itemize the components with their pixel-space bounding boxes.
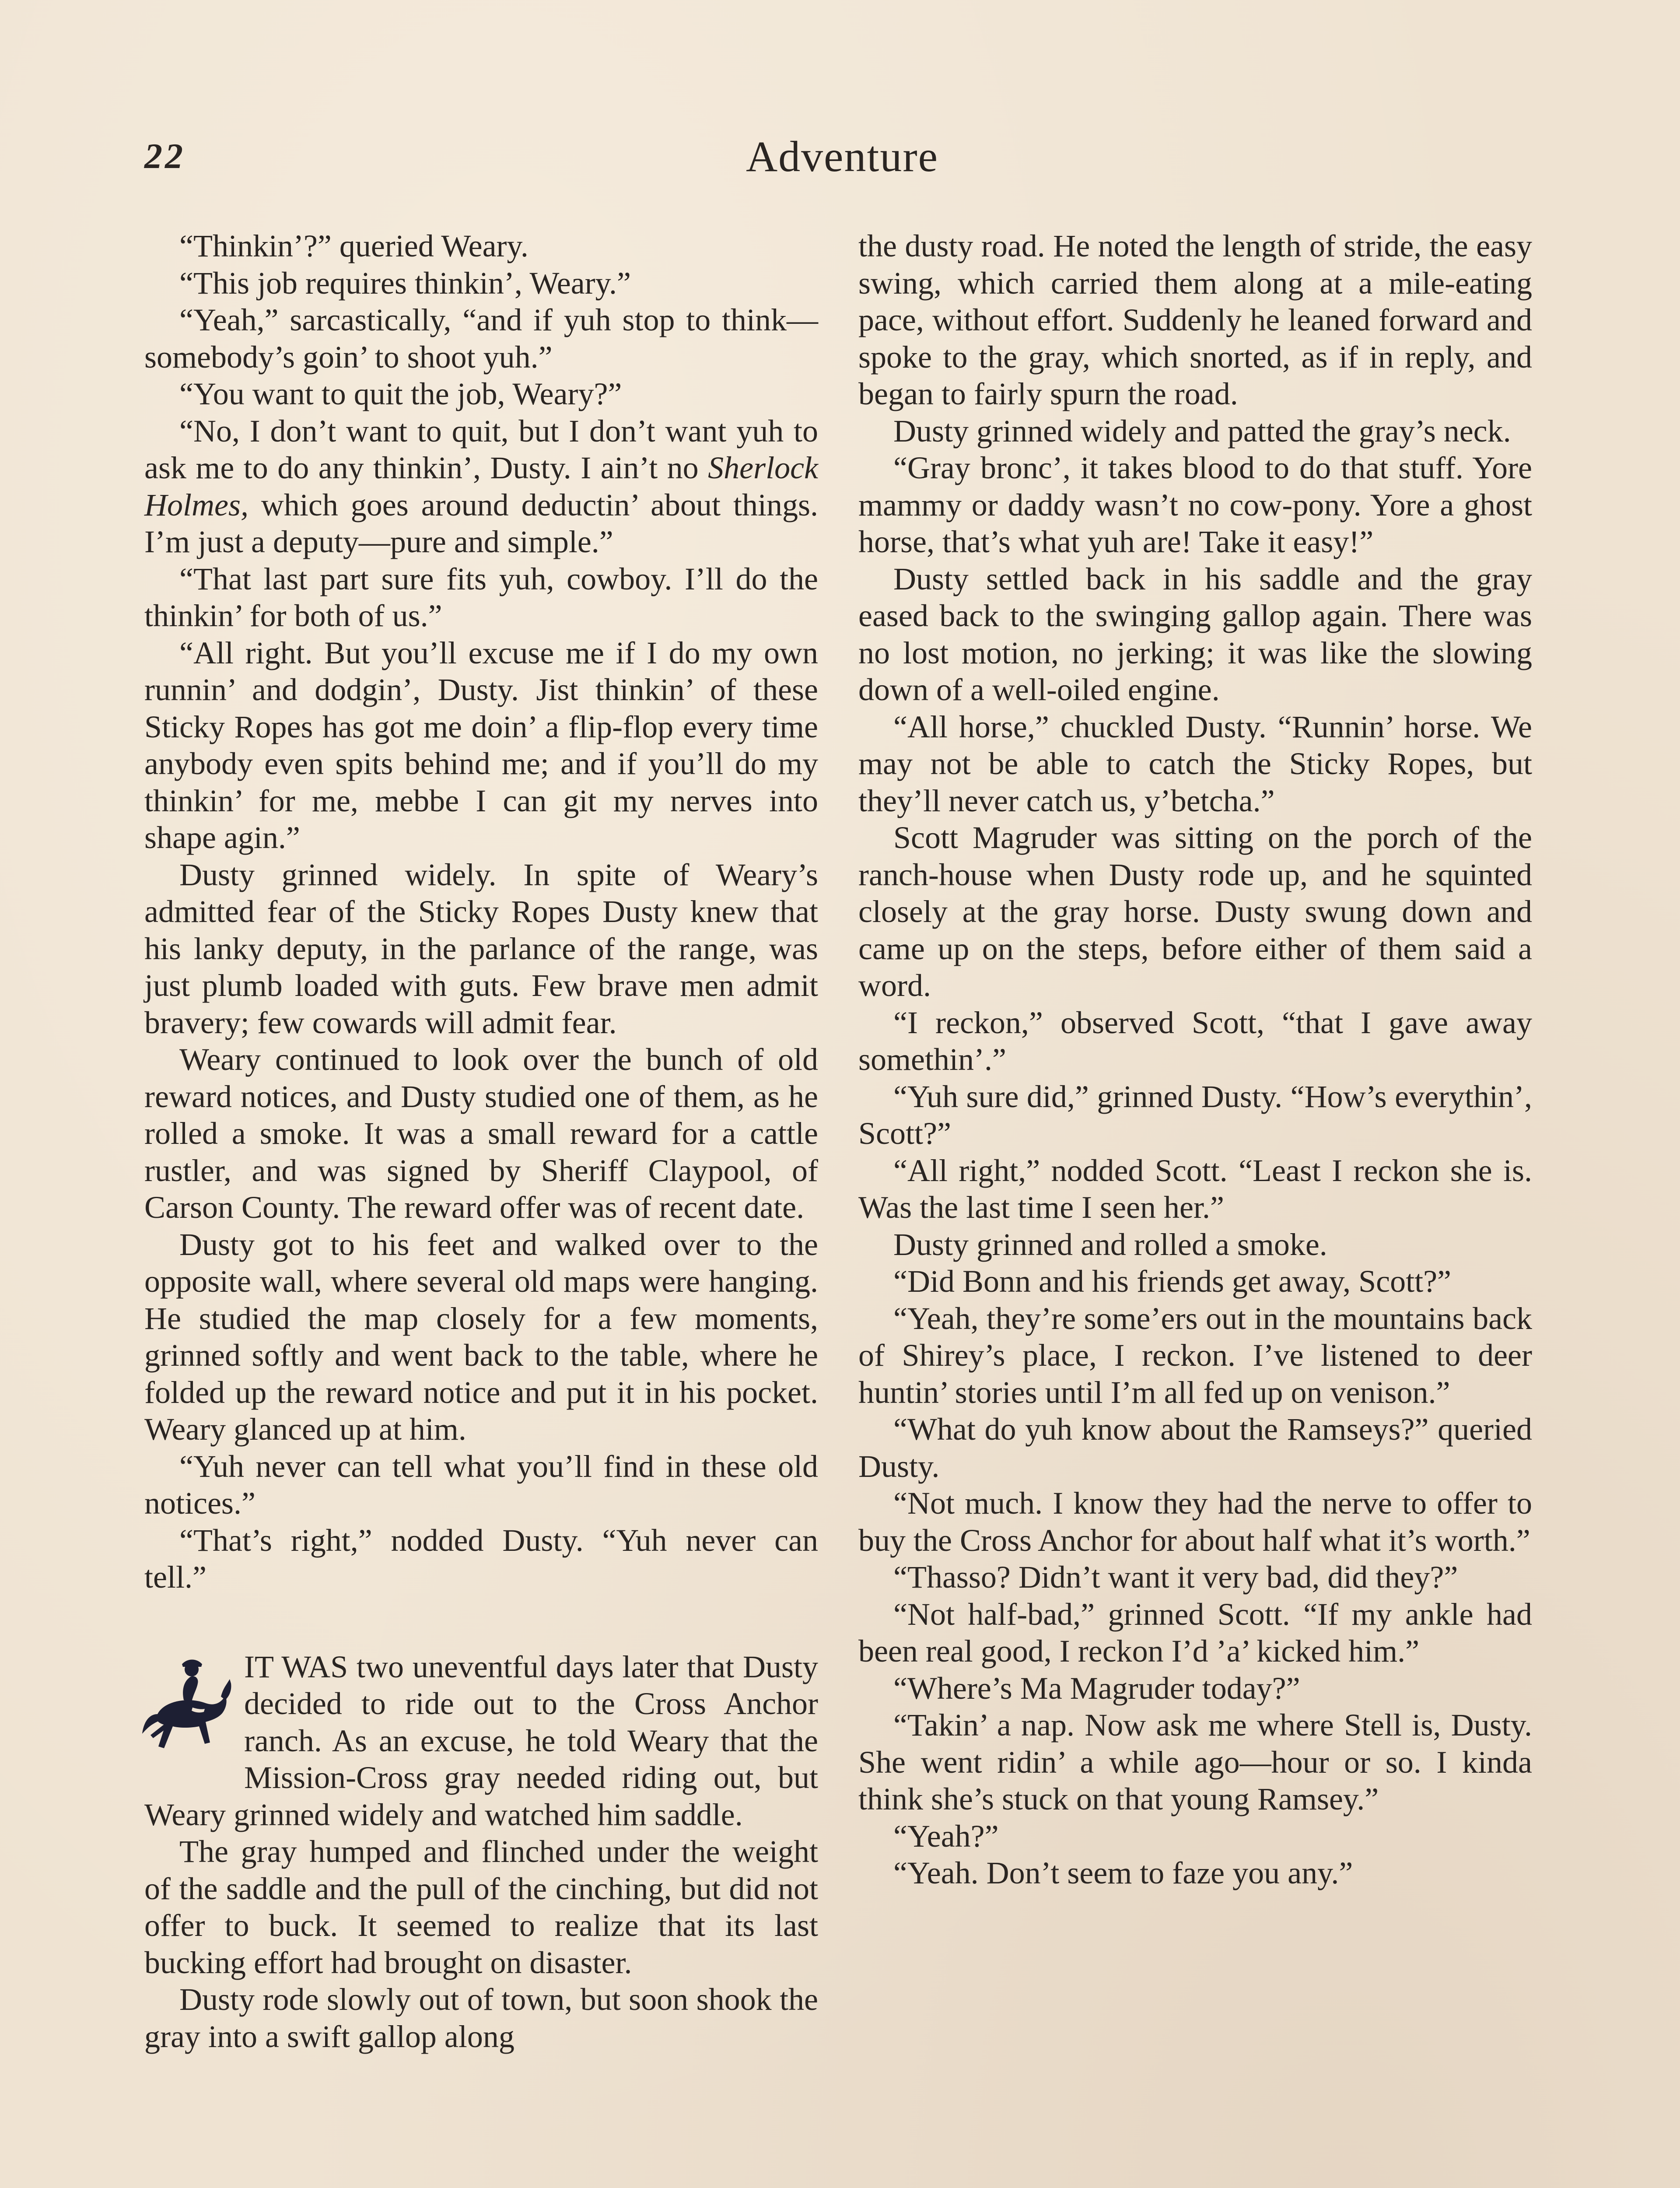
paragraph: “Not much. I know they had the nerve to offer to buy the Cross Anchor for about half what it’s worth.”	[858, 1486, 1532, 1558]
horse-and-rider-icon	[140, 1648, 232, 1758]
left-column	[144, 228, 818, 2055]
paragraph: Weary continued to look over the bunch of old reward notices, and Dusty studied one of them, as he rolled a smoke. It was a small reward for a cattle rustler, and was signed by Sheriff Claypool, of Carson County. The reward offer was of recent date.	[144, 1042, 818, 1225]
paragraph: Scott Magruder was sitting on the porch of the ranch-house when Dusty rode up, and he squinted closely at the gray horse. Dusty swung down and came up on the steps, before either of them said a word.	[858, 820, 1532, 1003]
paragraph: “Yuh sure did,” grinned Dusty. “How’s everythin’, Scott?”	[858, 1079, 1532, 1151]
paragraph: “That’s right,” nodded Dusty. “Yuh never can tell.”	[144, 1522, 818, 1595]
magazine-title: Adventure	[746, 132, 939, 181]
paragraph: “I reckon,” observed Scott, “that I gave away somethin’.”	[858, 1005, 1532, 1077]
paragraph: “Yuh never can tell what you’ll find in these old notices.”	[144, 1448, 818, 1521]
paragraph: “Takin’ a nap. Now ask me where Stell is, Dusty. She went ridin’ a while ago—hour or so. I kinda think she’s stuck on that young Ramsey.”	[858, 1708, 1532, 1816]
paragraph: “All right. But you’ll excuse me if I do my own runnin’ and dodgin’, Dusty. Jist thinkin’ of these Sticky Ropes has got me doin’ a flip-flop every time anybody even spits behind me; and if you’ll do my thinkin’ for me, mebbe I can git my nerves into shape agin.”	[144, 635, 818, 855]
paragraph: “Did Bonn and his friends get away, Scott?”	[893, 1264, 1452, 1299]
paragraph-text: IT WAS two uneventful days later that Dusty decided to ride out to the Cross Anchor ranch. As an excuse, he told Weary that the Mission-Cross gray needed riding out, but Weary grinned widely and watched him saddle.	[144, 1649, 818, 1832]
paragraph: “Yeah,” sarcastically, “and if yuh stop to think—somebody’s goin’ to shoot yuh.”	[144, 302, 818, 375]
paragraph: Dusty grinned widely. In spite of Weary’s admitted fear of the Sticky Ropes Dusty knew that his lanky deputy, in the parlance of the range, was just plumb loaded with guts. Few brave men admit bravery; few cowards will admit fear.	[144, 857, 818, 1040]
paragraph: “Where’s Ma Magruder today?”	[893, 1670, 1300, 1706]
paragraph: Dusty settled back in his saddle and the gray eased back to the swinging gallop again. There was no lost motion, no jerking; it was like the slowing down of a well-oiled engine.	[858, 561, 1532, 707]
paragraph: Dusty grinned and rolled a smoke.	[893, 1227, 1327, 1262]
paragraph: “That last part sure fits yuh, cowboy. I’ll do the thinkin’ for both of us.”	[144, 561, 818, 633]
paragraph: “Yeah?”	[893, 1818, 999, 1854]
paragraph: Dusty rode slowly out of town, but soon shook the gray into a swift gallop along	[144, 1982, 818, 2054]
italic-phrase: Sherlock Holmes,	[144, 450, 818, 522]
paragraph: “Yeah, they’re some’ers out in the mountains back of Shirey’s place, I reckon. I’ve listened to deer huntin’ stories until I’m all fed up on venison.”	[858, 1301, 1532, 1410]
paragraph: “This job requires thinkin’, Weary.”	[179, 265, 631, 301]
paragraph: Dusty got to his feet and walked over to the opposite wall, where several old maps were hanging. He studied the map closely for a few moments, grinned softly and went back to the table, where he folded up the reward notice and put it in his pocket. Weary glanced up at him.	[144, 1227, 818, 1447]
paragraph: “You want to quit the job, Weary?”	[179, 376, 622, 411]
paragraph: “What do yuh know about the Ramseys?” queried Dusty.	[858, 1412, 1532, 1484]
paragraph	[144, 413, 818, 561]
paragraph: “Thasso? Didn’t want it very bad, did they?”	[893, 1560, 1458, 1595]
section-start-paragraph	[144, 1648, 818, 1834]
paragraph: the dusty road. He noted the length of stride, the easy swing, which carried them along at a mile-eating pace, without effort. Suddenly he leaned forward and spoke to the gray, which snorted, as if in reply, and began to fairly spurn the road.	[858, 228, 1532, 411]
paragraph: “All right,” nodded Scott. “Least I reckon she is. Was the last time I seen her.”	[858, 1153, 1532, 1225]
page-number: 22	[144, 136, 186, 176]
paragraph-text: which goes around deductin’ about things. I’m just a deputy—pure and simple.”	[144, 487, 818, 559]
paragraph: The gray humped and flinched under the weight of the saddle and the pull of the cinching, but did not offer to buck. It seemed to realize that its last bucking effort had brought on disaster.	[144, 1834, 818, 1980]
paragraph: “All horse,” chuckled Dusty. “Runnin’ horse. We may not be able to catch the Sticky Ropes, but they’ll never catch us, y’betcha.”	[858, 709, 1532, 818]
paragraph: “Thinkin’?” queried Weary.	[179, 228, 528, 263]
page-header	[144, 131, 1540, 188]
paragraph: “Gray bronc’, it takes blood to do that stuff. Yore mammy or daddy wasn’t no cow-pony. Yore a ghost horse, that’s what yuh are! Take it easy!”	[858, 450, 1532, 559]
right-column	[858, 228, 1532, 1892]
paragraph-text: “No, I don’t want to quit, but I don’t want yuh to ask me to do any thinkin’, Dusty. I ain’t no	[144, 413, 818, 485]
paragraph: “Yeah. Don’t seem to faze you any.”	[893, 1855, 1353, 1890]
paragraph: “Not half-bad,” grinned Scott. “If my ankle had been real good, I reckon I’d ’a’ kicked him.”	[858, 1596, 1532, 1669]
paragraph: Dusty grinned widely and patted the gray’s neck.	[893, 413, 1511, 449]
